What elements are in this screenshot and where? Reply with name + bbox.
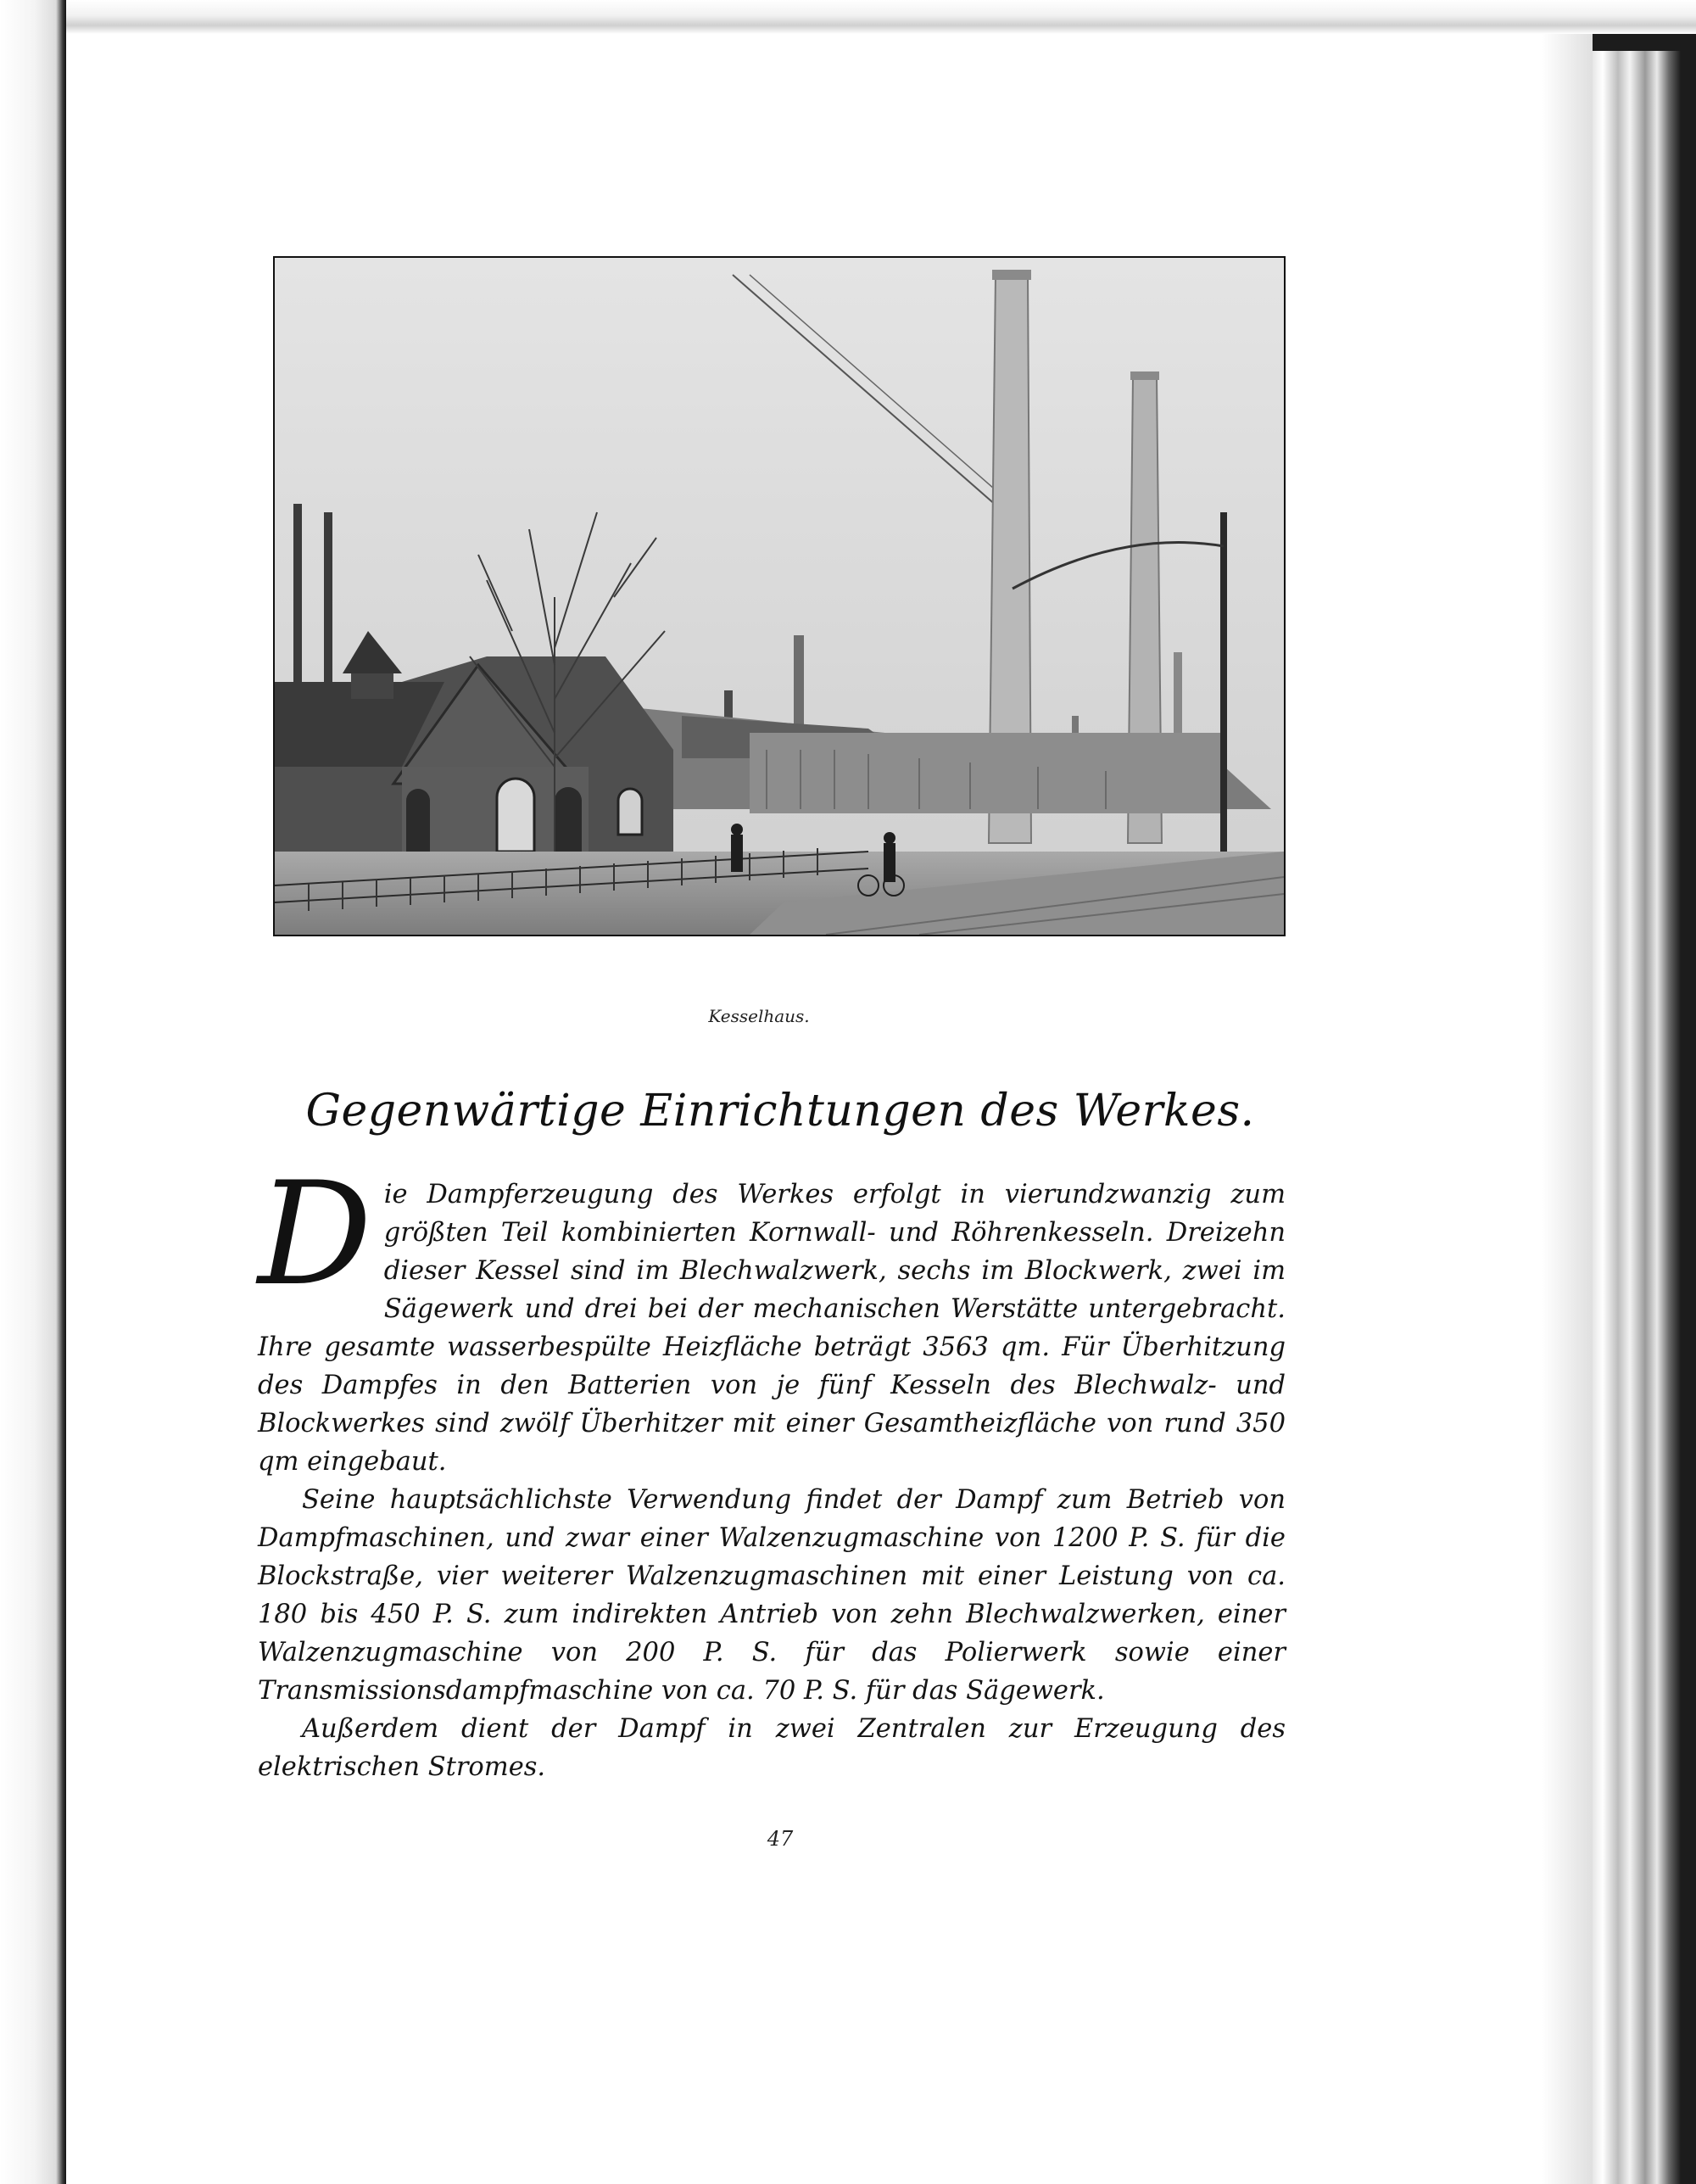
paragraph-2: Seine hauptsächlichste Verwendung findet der Dampf zum Betrieb von Dampfmaschinen, und zwar einer Walzenzugmaschine von 1200 P. S. für die Blockstraße, vier weiterer Walzenzugmaschinen mit einer Leistung von ca. 180 bis 450 P. S. zum indirekten Antrieb von zehn Blechwalzwerken, einer Walzenzugmaschine von 200 P. S. für das Polierwerk sowie einer Transmissionsdampfmaschine von ca. 70 P. S. für das Sägewerk. [258,1485,1286,1706]
section-heading: Gegenwärtige Einrichtungen des Werkes. [305,1086,1255,1137]
boiler-house-photo [273,256,1286,936]
paragraph-1 [258,1151,1286,1481]
paragraph-1-text: ie Dampferzeugung des Werkes erfolgt in vierundzwanzig zum größten Teil kombinierten Kornwall- und Röhrenkesseln. Dreizehn dieser Kessel sind im Blechwalzwerk, sechs im Blockwerk, zwei im Sägewerk und drei bei der mechanischen Werstätte untergebracht. Ihre gesamte wasserbespülte Heizfläche beträgt 3563 qm. Für Überhitzung des Dampfes in den Batterien von je fünf Kesseln des Blechwalz- und Blockwerkes sind zwölf Überhitzer mit einer Gesamtheizfläche von rund 350 qm eingebaut. [258,1180,1286,1477]
drop-cap: D [258,1151,372,1317]
book-top-edge [0,0,1696,34]
photo-caption: Kesselhaus. [708,1006,810,1026]
page-curve-shade [1542,34,1593,2184]
page-number: 47 [767,1827,794,1851]
page-stack-edges [1593,51,1696,2184]
body-text [258,1151,1286,1786]
paragraph-3: Außerdem dient der Dampf in zwei Zentralen zur Erzeugung des elektrischen Stromes. [258,1714,1286,1782]
facing-page-edge [0,0,66,2184]
